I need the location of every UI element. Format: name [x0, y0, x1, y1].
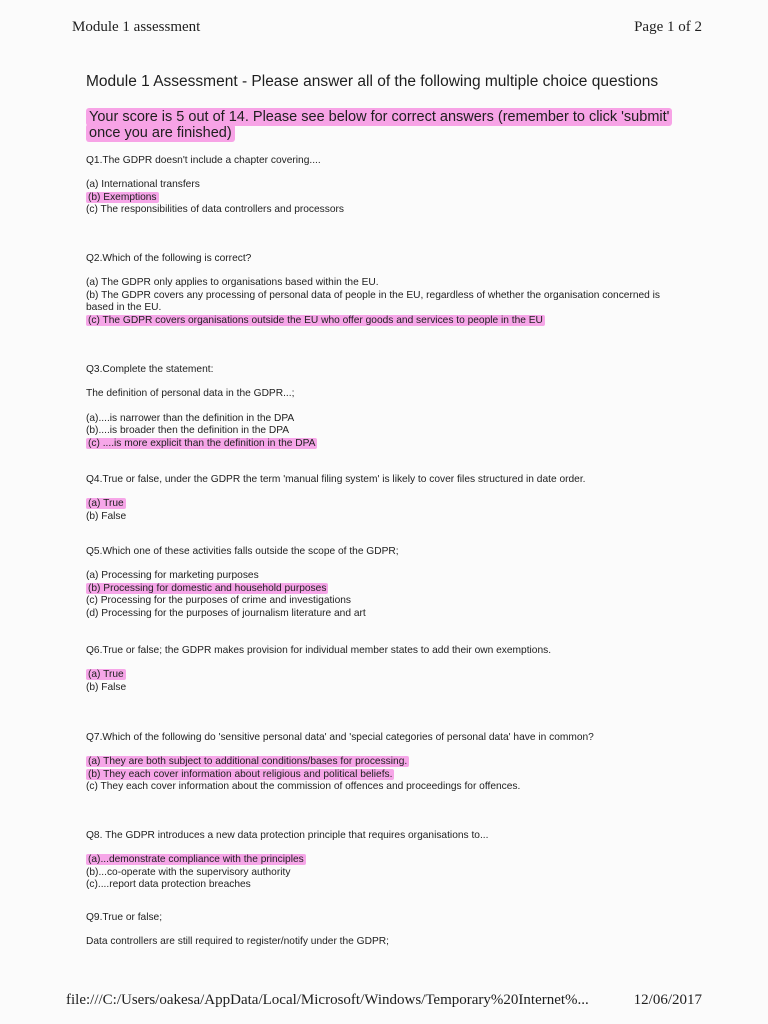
answer-text: (c)....report data protection breaches	[86, 879, 251, 891]
answer-text: (b) The GDPR covers any processing of personal data of people in the EU, regardless of whether the organisation concerned is based in the EU.	[86, 289, 661, 314]
question-stem: Q4.True or false, under the GDPR the term 'manual filing system' is likely to cover files structured in date order.	[86, 474, 586, 485]
answer-text: (d) Processing for the purposes of journalism literature and art	[86, 607, 366, 619]
answer-option	[86, 570, 686, 582]
answer-text: (b)....is broader then the definition in the DPA	[86, 425, 290, 437]
answer-option	[86, 204, 686, 216]
question-2	[86, 253, 686, 327]
answer-option	[86, 511, 686, 523]
question-9	[86, 912, 686, 961]
question-8	[86, 830, 686, 892]
question-stem: Q1.The GDPR doesn't include a chapter covering....	[86, 155, 321, 166]
score-banner	[86, 109, 696, 141]
question-stem: Q3.Complete the statement:	[86, 364, 214, 375]
answer-option	[86, 192, 686, 204]
print-header-title: Module 1 assessment	[72, 19, 201, 35]
correct-answer-text: (c) The GDPR covers organisations outside the EU who offer goods and services to people in the EU	[88, 314, 543, 326]
answer-option	[86, 669, 686, 681]
answer-option	[86, 769, 686, 781]
answer-option	[86, 498, 686, 510]
page-number: Page 1 of 2	[634, 19, 702, 35]
file-path: file:///C:/Users/oakesa/AppData/Local/Microsoft/Windows/Temporary%20Internet%...	[66, 992, 589, 1008]
answer-option	[86, 756, 686, 768]
correct-answer-text: (b) They each cover information about religious and political beliefs.	[88, 768, 393, 780]
correct-answer-text: (a) True	[88, 498, 124, 510]
assessment-title: Module 1 Assessment - Please answer all of the following multiple choice questions	[86, 73, 659, 90]
answer-option	[86, 425, 686, 437]
question-stem: Q5.Which one of these activities falls outside the scope of the GDPR;	[86, 546, 399, 557]
question-6	[86, 645, 686, 694]
question-statement: The definition of personal data in the GDPR...;	[86, 388, 295, 400]
correct-answer-text: (c) ....is more explicit than the definition in the DPA	[88, 437, 316, 449]
answer-option	[86, 608, 686, 620]
answer-text: (b) False	[86, 681, 127, 693]
question-7	[86, 732, 686, 794]
question-3	[86, 364, 686, 450]
answer-text: (a) The GDPR only applies to organisations based within the EU.	[86, 277, 379, 289]
question-1	[86, 155, 686, 217]
answer-option	[86, 781, 686, 793]
answer-option	[86, 315, 686, 327]
answer-text: (a)....is narrower than the definition in the DPA	[86, 412, 295, 424]
answer-text: (b)...co-operate with the supervisory authority	[86, 866, 291, 878]
correct-answer-text: (b) Processing for domestic and household purposes	[88, 582, 327, 594]
score-text: Your score is 5 out of 14. Please see below for correct answers (remember to click 'submit' once you are finished)	[86, 108, 672, 142]
correct-answer-text: (a) They are both subject to additional conditions/bases for processing.	[88, 756, 408, 768]
answer-option	[86, 595, 686, 607]
question-stem: Q8. The GDPR introduces a new data protection principle that requires organisations to...	[86, 830, 489, 841]
question-stem: Q2.Which of the following is correct?	[86, 253, 252, 264]
question-stem: Q7.Which of the following do 'sensitive personal data' and 'special categories of personal data' have in common?	[86, 732, 594, 743]
answer-text: (a) International transfers	[86, 179, 200, 191]
answer-option	[86, 583, 686, 595]
answer-option	[86, 438, 686, 450]
answer-text: (b) False	[86, 510, 127, 522]
answer-text: (c) They each cover information about the commission of offences and proceedings for offences.	[86, 781, 521, 793]
answer-option	[86, 277, 686, 289]
answer-text: (c) The responsibilities of data controllers and processors	[86, 204, 345, 216]
correct-answer-text: (a)...demonstrate compliance with the principles	[88, 854, 304, 866]
answer-option	[86, 290, 686, 315]
answer-option	[86, 879, 686, 891]
correct-answer-text: (a) True	[88, 669, 124, 681]
answer-option	[86, 854, 686, 866]
answer-option	[86, 413, 686, 425]
question-stem: Q9.True or false;	[86, 912, 163, 923]
question-stem: Q6.True or false; the GDPR makes provision for individual member states to add their own exemptions.	[86, 645, 552, 656]
question-statement: Data controllers are still required to register/notify under the GDPR;	[86, 936, 389, 948]
answer-option	[86, 682, 686, 694]
answer-option	[86, 179, 686, 191]
answer-option	[86, 867, 686, 879]
question-5	[86, 546, 686, 620]
question-4	[86, 474, 686, 523]
answer-text: (c) Processing for the purposes of crime and investigations	[86, 595, 351, 607]
correct-answer-text: (b) Exemptions	[88, 191, 157, 203]
print-date: 12/06/2017	[633, 992, 702, 1008]
answer-text: (a) Processing for marketing purposes	[86, 570, 259, 582]
